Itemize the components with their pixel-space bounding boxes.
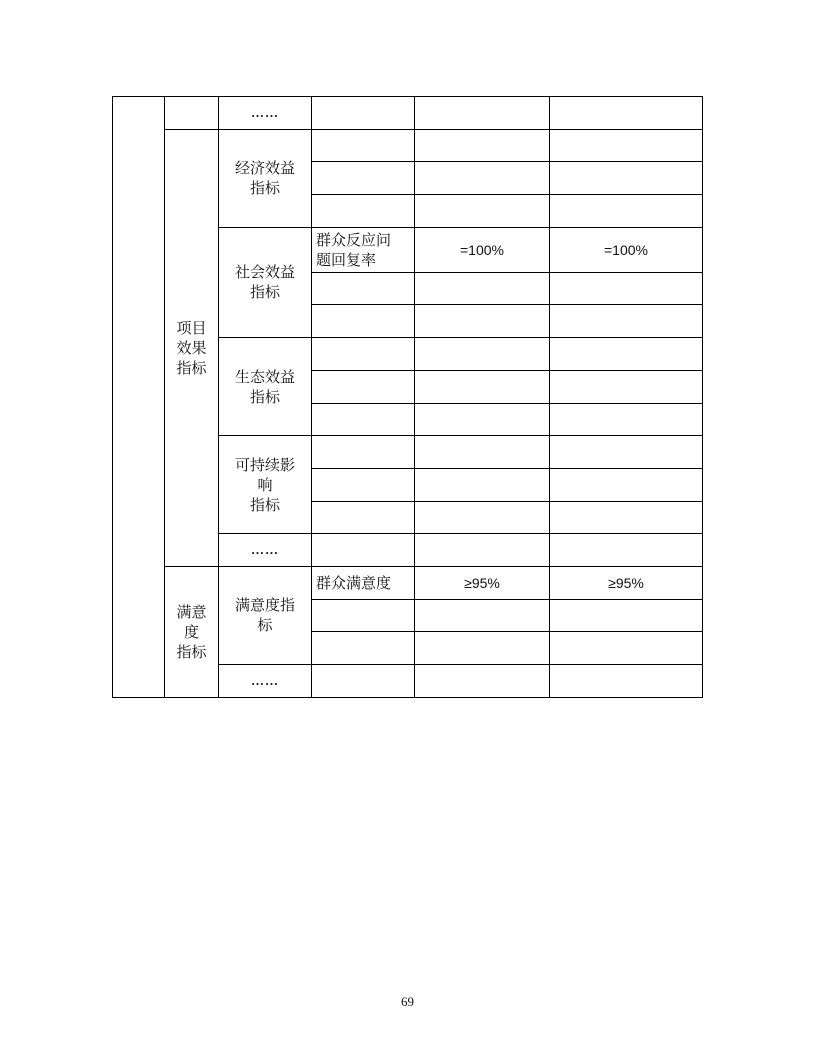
actual-value-cell	[550, 305, 703, 338]
target-value-cell	[415, 97, 550, 130]
target-value-cell	[415, 403, 550, 436]
target-value-cell	[415, 162, 550, 195]
level1-indicator-cell	[113, 97, 165, 698]
social-benefit-label: 社会效益 指标	[219, 227, 312, 337]
actual-value-cell	[550, 338, 703, 371]
actual-value-cell	[550, 195, 703, 228]
table-row	[113, 97, 703, 130]
target-value-cell	[415, 534, 550, 567]
actual-value-cell	[550, 436, 703, 469]
indicator-name-cell	[312, 534, 415, 567]
target-value-cell	[415, 305, 550, 338]
actual-value-cell	[550, 468, 703, 501]
reply-rate-indicator-name: 群众反应问 题回复率	[312, 227, 415, 272]
ellipsis-cell: ……	[219, 665, 312, 698]
indicator-name-cell	[312, 162, 415, 195]
actual-value-cell	[550, 599, 703, 632]
target-value-cell	[415, 468, 550, 501]
indicator-name-cell	[312, 97, 415, 130]
indicator-name-cell	[312, 436, 415, 469]
indicator-name-cell	[312, 403, 415, 436]
indicator-name-cell	[312, 501, 415, 534]
indicator-name-cell	[312, 370, 415, 403]
target-value-cell	[415, 665, 550, 698]
satisfaction-indicator-label: 满意 度 指标	[165, 566, 219, 697]
indicator-table	[112, 96, 703, 698]
indicator-name-cell	[312, 195, 415, 228]
ellipsis-cell: ……	[219, 97, 312, 130]
indicator-name-cell	[312, 305, 415, 338]
reply-rate-actual-value: =100%	[550, 227, 703, 272]
indicator-name-cell	[312, 129, 415, 162]
actual-value-cell	[550, 272, 703, 305]
indicator-name-cell	[312, 338, 415, 371]
target-value-cell	[415, 195, 550, 228]
satisfaction-sub-label: 满意度指 标	[219, 566, 312, 664]
indicator-name-cell	[312, 665, 415, 698]
indicator-name-cell	[312, 599, 415, 632]
actual-value-cell	[550, 162, 703, 195]
indicator-name-cell	[312, 468, 415, 501]
level2-indicator-cell	[165, 97, 219, 130]
actual-value-cell	[550, 97, 703, 130]
actual-value-cell	[550, 665, 703, 698]
project-effect-indicator-label: 项目 效果 指标	[165, 129, 219, 566]
indicator-name-cell	[312, 272, 415, 305]
target-value-cell	[415, 501, 550, 534]
satisfaction-indicator-name: 群众满意度	[312, 566, 415, 599]
indicator-name-cell	[312, 632, 415, 665]
economic-benefit-label: 经济效益 指标	[219, 129, 312, 227]
actual-value-cell	[550, 129, 703, 162]
satisfaction-target-value: ≥95%	[415, 566, 550, 599]
table-row	[113, 566, 703, 599]
target-value-cell	[415, 632, 550, 665]
target-value-cell	[415, 436, 550, 469]
reply-rate-target-value: =100%	[415, 227, 550, 272]
ellipsis-cell: ……	[219, 534, 312, 567]
target-value-cell	[415, 338, 550, 371]
satisfaction-actual-value: ≥95%	[550, 566, 703, 599]
target-value-cell	[415, 129, 550, 162]
ecological-benefit-label: 生态效益 指标	[219, 338, 312, 436]
actual-value-cell	[550, 403, 703, 436]
sustainable-impact-label: 可持续影 响 指标	[219, 436, 312, 534]
target-value-cell	[415, 370, 550, 403]
table-row	[113, 129, 703, 162]
actual-value-cell	[550, 534, 703, 567]
target-value-cell	[415, 599, 550, 632]
target-value-cell	[415, 272, 550, 305]
actual-value-cell	[550, 632, 703, 665]
actual-value-cell	[550, 501, 703, 534]
page-number: 69	[401, 994, 414, 1009]
actual-value-cell	[550, 370, 703, 403]
